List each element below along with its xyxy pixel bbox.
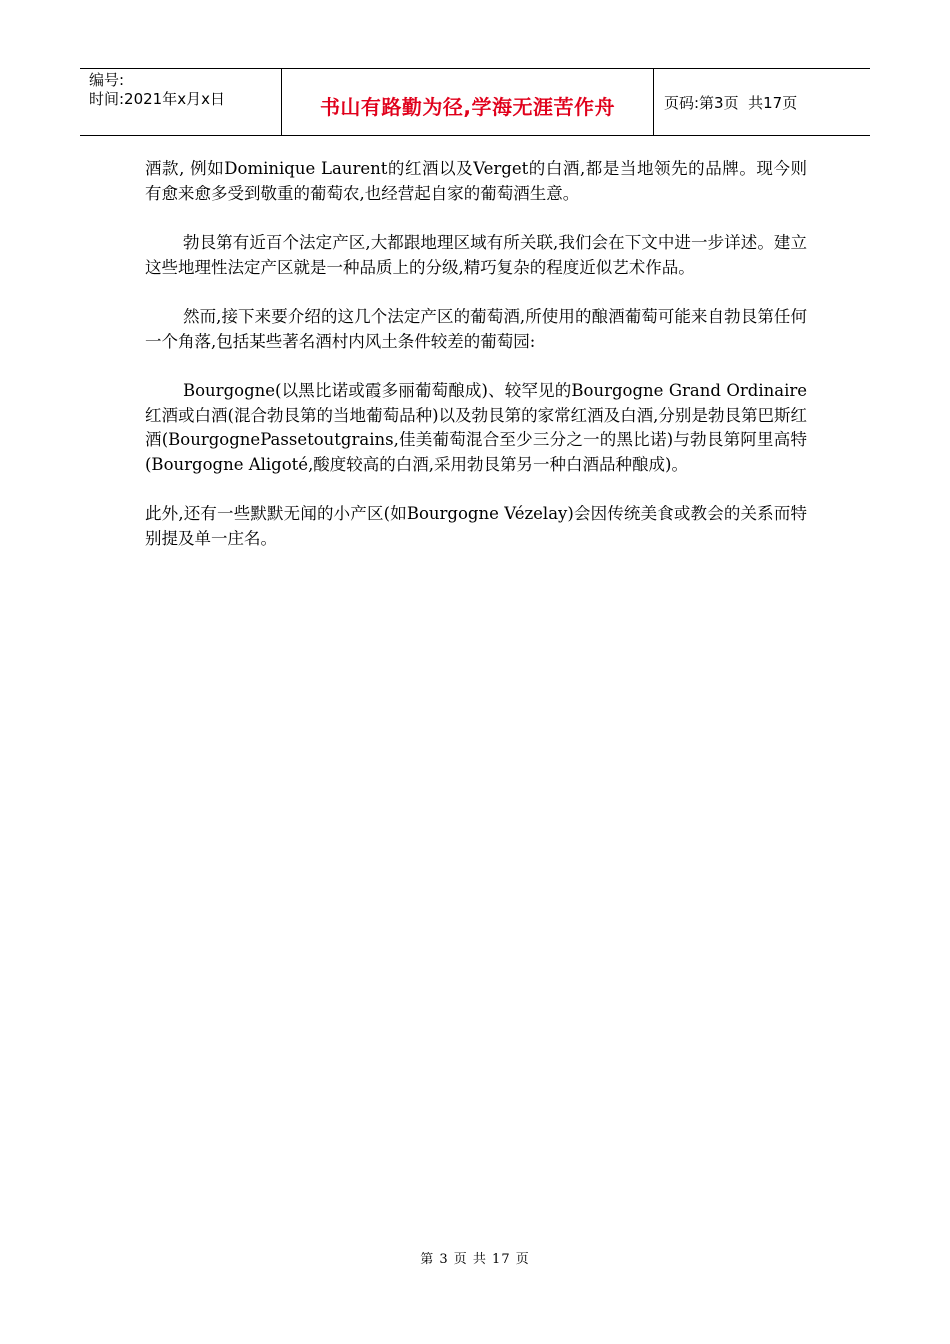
paragraph-1: 酒款, 例如Dominique Laurent的红酒以及Verget的白酒,都是当地领先的品牌。现今则有愈来愈多受到敬重的葡萄农,也经营起自家的葡萄酒生意。 bbox=[145, 159, 807, 203]
date-label: 时间:2021年x月x日 bbox=[89, 90, 225, 108]
motto-text: 书山有路勤为径,学海无涯苦作舟 bbox=[319, 94, 616, 119]
page-footer: 第 3 页 共 17 页 bbox=[420, 1252, 530, 1267]
paragraph-4: Bourgogne(以黑比诺或霞多丽葡萄酿成)、较罕见的Bourgogne Grand Ordinaire红酒或白酒(混合勃艮第的当地葡萄品种)以及勃艮第的家常红酒及白酒,分别是勃艮第巴斯红酒(BourgognePassetoutgrains,佳美葡萄混合至少三分之一的黑比诺)与勃艮第阿里高特(Bourgogne Aligoté,酸度较高的白酒,采用勃艮第另一种白酒品种酿成)。 bbox=[145, 381, 807, 474]
header-page-cell bbox=[654, 69, 870, 135]
paragraph-3: 然而,接下来要介绍的这几个法定产区的葡萄酒,所使用的酿酒葡萄可能来自勃艮第任何一个角落,包括某些著名酒村内风土条件较差的葡萄园: bbox=[145, 307, 807, 351]
paragraph-2: 勃艮第有近百个法定产区,大都跟地理区域有所关联,我们会在下文中进一步详述。建立这些地理性法定产区就是一种品质上的分级,精巧复杂的程度近似艺术作品。 bbox=[145, 233, 807, 277]
header-meta-cell bbox=[80, 69, 282, 135]
page-header bbox=[80, 68, 870, 136]
document-body bbox=[145, 157, 807, 576]
header-motto-cell bbox=[282, 69, 654, 135]
paragraph-5: 此外,还有一些默默无闻的小产区(如Bourgogne Vézelay)会因传统美食或教会的关系而特别提及单一庄名。 bbox=[145, 504, 807, 548]
serial-number-label: 编号: bbox=[89, 71, 125, 89]
header-page-number: 页码:第3页 共17页 bbox=[664, 93, 798, 112]
